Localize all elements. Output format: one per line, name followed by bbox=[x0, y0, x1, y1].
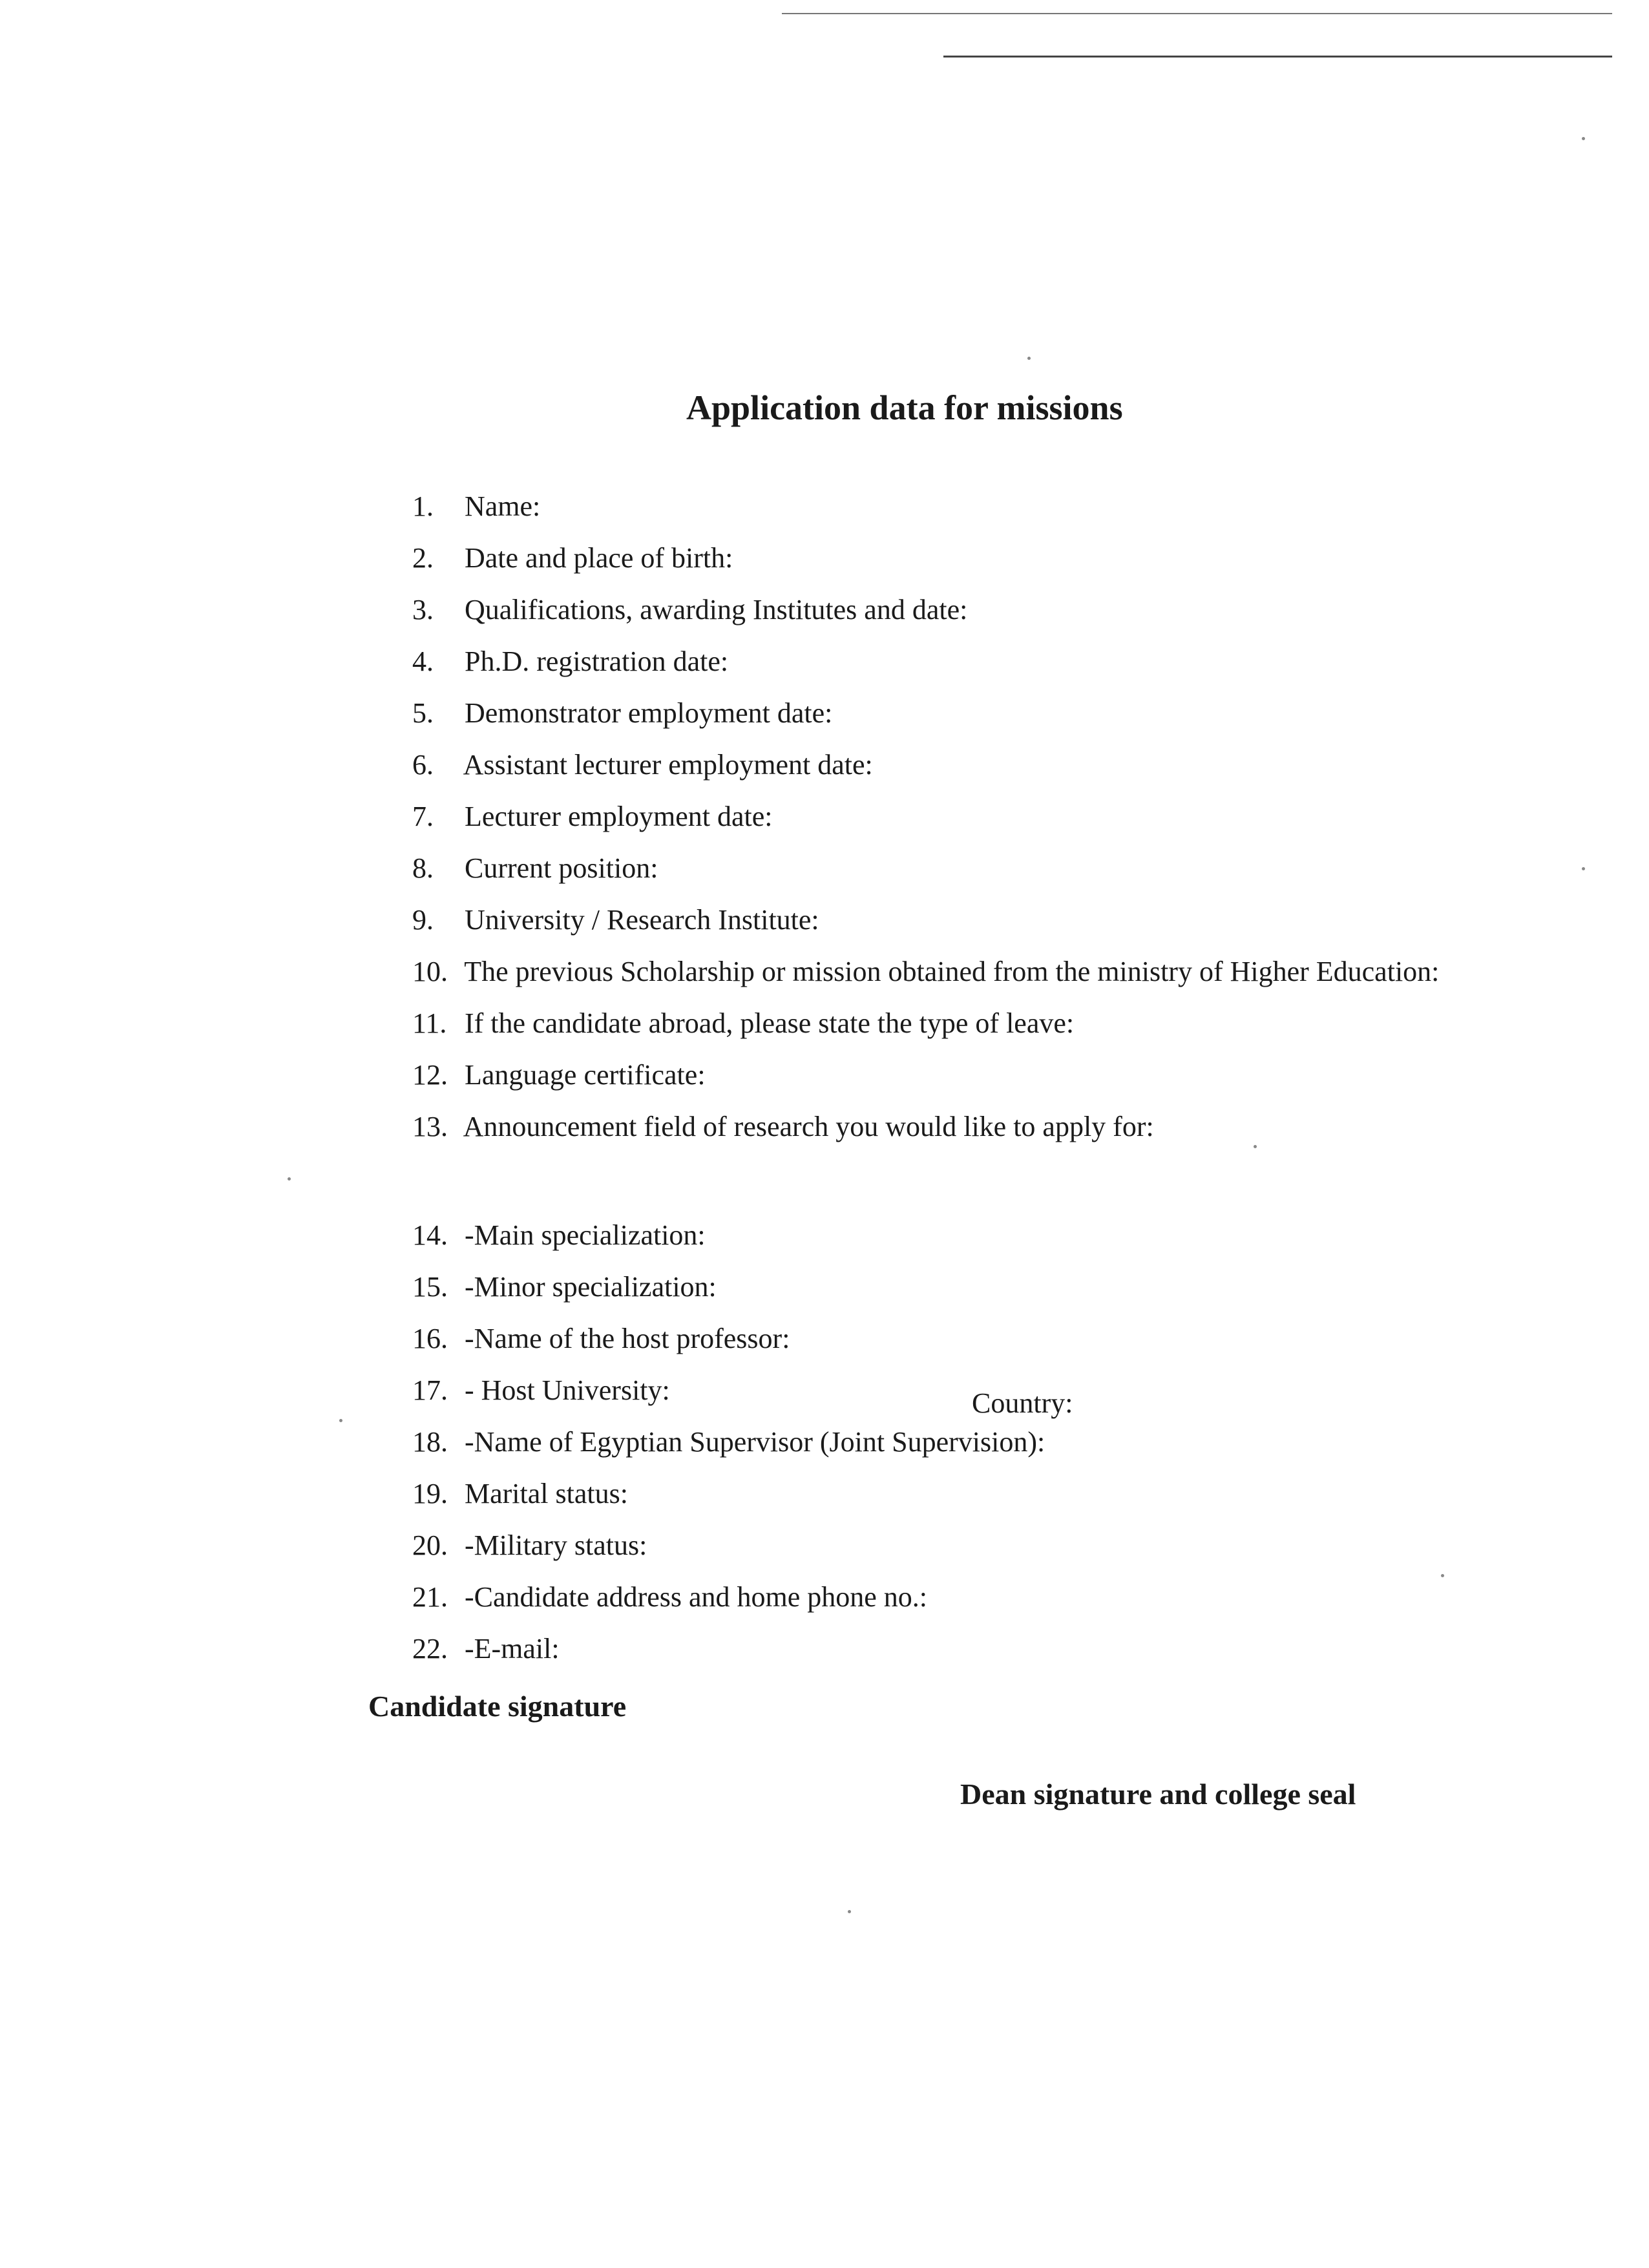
form-field-name bbox=[412, 492, 540, 521]
form-field-email bbox=[412, 1635, 560, 1663]
field-label: Lecturer employment date: bbox=[465, 801, 773, 832]
form-field-qualifications bbox=[412, 596, 967, 624]
field-number: 11. bbox=[412, 1007, 447, 1039]
dean-signature-label: Dean signature and college seal bbox=[960, 1778, 1356, 1811]
field-number: 4. bbox=[412, 646, 434, 677]
form-field-military-status bbox=[412, 1531, 647, 1560]
field-number: 14. bbox=[412, 1219, 448, 1251]
field-label: -Military status: bbox=[465, 1529, 647, 1561]
field-label: Name: bbox=[465, 490, 541, 522]
field-label: -Minor specialization: bbox=[465, 1271, 717, 1303]
field-label: -Name of Egyptian Supervisor (Joint Supervision): bbox=[465, 1426, 1045, 1458]
field-label: -Main specialization: bbox=[465, 1219, 706, 1251]
page-title: Application data for missions bbox=[686, 388, 1123, 427]
field-number: 18. bbox=[412, 1426, 448, 1458]
field-number: 2. bbox=[412, 542, 434, 574]
form-field-demonstrator bbox=[412, 699, 832, 728]
field-label: Marital status: bbox=[465, 1478, 628, 1509]
form-field-assistant-lecturer bbox=[412, 751, 873, 779]
scan-speck bbox=[288, 1177, 291, 1181]
form-field-university bbox=[412, 906, 819, 934]
field-label: Ph.D. registration date: bbox=[465, 646, 729, 677]
field-number: 1. bbox=[412, 490, 434, 522]
field-number: 21. bbox=[412, 1581, 448, 1613]
form-field-current-position bbox=[412, 854, 658, 883]
field-label: Language certificate: bbox=[465, 1059, 706, 1091]
field-label: Date and place of birth: bbox=[465, 542, 733, 574]
form-field-minor-specialization bbox=[412, 1273, 717, 1301]
candidate-signature-label: Candidate signature bbox=[368, 1690, 627, 1723]
field-number: 20. bbox=[412, 1529, 448, 1561]
field-label: Demonstrator employment date: bbox=[465, 697, 833, 729]
scan-speck bbox=[1254, 1145, 1257, 1148]
form-field-birth bbox=[412, 544, 733, 572]
field-number: 17. bbox=[412, 1374, 448, 1406]
form-field-language-certificate bbox=[412, 1061, 706, 1089]
scan-speck bbox=[1582, 137, 1585, 140]
country-label: Country: bbox=[972, 1387, 1073, 1419]
field-number: 6. bbox=[412, 749, 434, 781]
field-label: The previous Scholarship or mission obtained from the ministry of Higher Education: bbox=[464, 956, 1440, 987]
field-label: Announcement field of research you would like to apply for: bbox=[463, 1111, 1154, 1142]
field-number: 3. bbox=[412, 594, 434, 625]
form-field-leave-type bbox=[412, 1009, 1074, 1038]
field-label: University / Research Institute: bbox=[465, 904, 819, 936]
field-label: -Name of the host professor: bbox=[465, 1323, 790, 1354]
form-field-host-university bbox=[412, 1376, 670, 1405]
field-number: 13. bbox=[412, 1111, 448, 1142]
field-label: -Candidate address and home phone no.: bbox=[465, 1581, 928, 1613]
field-label: Qualifications, awarding Institutes and date: bbox=[465, 594, 968, 625]
scan-speck bbox=[848, 1910, 851, 1913]
scan-speck bbox=[1027, 357, 1031, 360]
field-label: - Host University: bbox=[465, 1374, 670, 1406]
field-label: Current position: bbox=[465, 852, 658, 884]
field-number: 12. bbox=[412, 1059, 448, 1091]
field-number: 22. bbox=[412, 1633, 448, 1664]
field-number: 19. bbox=[412, 1478, 448, 1509]
field-label: -E-mail: bbox=[465, 1633, 560, 1664]
field-number: 7. bbox=[412, 801, 434, 832]
scan-speck bbox=[1582, 867, 1585, 870]
top-rule-upper bbox=[782, 13, 1612, 14]
field-label: Assistant lecturer employment date: bbox=[463, 749, 873, 781]
field-number: 10. bbox=[412, 956, 448, 987]
field-number: 9. bbox=[412, 904, 434, 936]
scan-speck bbox=[339, 1419, 342, 1422]
form-field-previous-scholarship bbox=[412, 958, 1439, 986]
field-number: 16. bbox=[412, 1323, 448, 1354]
field-number: 15. bbox=[412, 1271, 448, 1303]
form-field-phd-registration bbox=[412, 647, 728, 676]
field-number: 5. bbox=[412, 697, 434, 729]
form-field-research-field bbox=[412, 1113, 1154, 1141]
form-field-host-professor bbox=[412, 1325, 790, 1353]
form-field-lecturer bbox=[412, 803, 772, 831]
form-field-marital-status bbox=[412, 1480, 628, 1508]
top-rule-lower bbox=[943, 56, 1612, 58]
field-number: 8. bbox=[412, 852, 434, 884]
form-field-egyptian-supervisor bbox=[412, 1428, 1045, 1456]
form-field-address-phone bbox=[412, 1583, 927, 1612]
field-label: If the candidate abroad, please state the type of leave: bbox=[465, 1007, 1075, 1039]
scan-speck bbox=[1441, 1574, 1444, 1577]
form-field-main-specialization bbox=[412, 1221, 706, 1250]
